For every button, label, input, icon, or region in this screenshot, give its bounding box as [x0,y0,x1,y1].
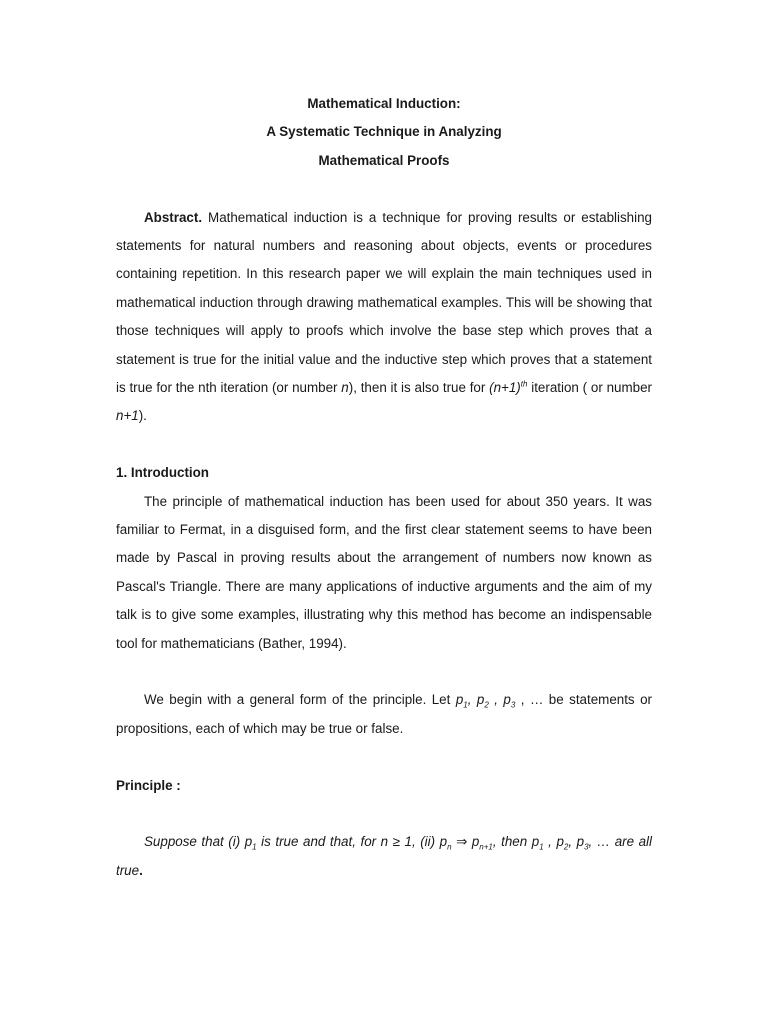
principle-statement [116,828,652,885]
principle-sub-2: 2 [563,843,569,853]
abstract-paragraph [116,204,652,431]
title-line-2: A Systematic Technique in Analyzing [266,124,502,140]
p-symbol: p [476,692,485,708]
abstract-th: th [520,379,528,389]
title-line-1: Mathematical Induction: [307,96,461,111]
spacer [116,743,652,771]
comma: , [467,692,477,708]
spacer [116,658,652,686]
abstract-n1: (n+1) [489,380,521,396]
sub-3: 3 [510,701,516,711]
principle-t3: ⇒ p [451,834,480,850]
principle-t2: is true and that, for n ≥ 1, (ii) p [256,834,448,850]
section-heading-introduction: 1. Introduction [116,465,209,481]
spacer [116,431,652,459]
principle-t8: . [139,862,143,878]
p-symbol: p [455,692,464,708]
abstract-text-1: Mathematical induction is a technique for proving results or establishing statements for natural numbers and reasoning about objects, events or procedures containing repetition. In this research paper we will explain the main techniques used in mathematical induction through drawing mathematical examples. This will be showing that those techniques will apply to proofs which involve the base step which proves that a statement is true for the initial value and the inductive step which proves that a statement is true for the nth iteration (or number [116,209,652,396]
abstract-text-2: ), then it is also true for [348,380,490,396]
principle-t7: , … are all true [116,834,653,878]
intro-p2-text-b: , … be statements or propositions, each of which may be true or false. [116,692,652,736]
sub-1: 1 [463,701,468,711]
document-page [116,90,652,885]
abstract-text-3: iteration ( or number [527,380,652,396]
spacer [116,800,652,828]
comma: , [488,692,504,708]
principle-sub-1: 1 [252,843,257,853]
title-line-3: Mathematical Proofs [318,152,450,168]
abstract-text-4: ). [138,408,147,424]
principle-t5: , p [543,834,564,850]
intro-paragraph-2 [116,686,652,743]
intro-p2-text-a: We begin with a general form of the principle. Let [144,692,456,708]
sub-2: 2 [484,701,489,711]
abstract-label: Abstract. [144,209,203,225]
principle-t6: , p [568,834,585,850]
principle-heading: Principle : [116,777,181,793]
p-symbol: p [503,692,511,708]
principle-t4: , then p [492,834,540,850]
intro-paragraph-1: The principle of mathematical induction has been used for about 350 years. It was familiar to Fermat, in a disguised form, and the first clear statement seems to have been made by Pascal in proving results about the arrangement of numbers now known as Pascal's Triangle. There are many applications of inductive arguments and the aim of my talk is to give some examples, illustrating why this method has become an indispensable tool for mathematicians (Bather, 1994). [116,493,652,651]
abstract-n1b: n+1 [116,408,139,424]
paper-title [116,90,652,175]
principle-sub-n: n [447,843,452,853]
spacer [116,175,652,203]
principle-sub-3: 3 [584,843,589,853]
principle-t1: Suppose that (i) p [144,834,253,850]
principle-sub-n1: n+1 [479,843,493,853]
abstract-n: n [341,380,349,396]
principle-sub-1b: 1 [539,843,544,853]
